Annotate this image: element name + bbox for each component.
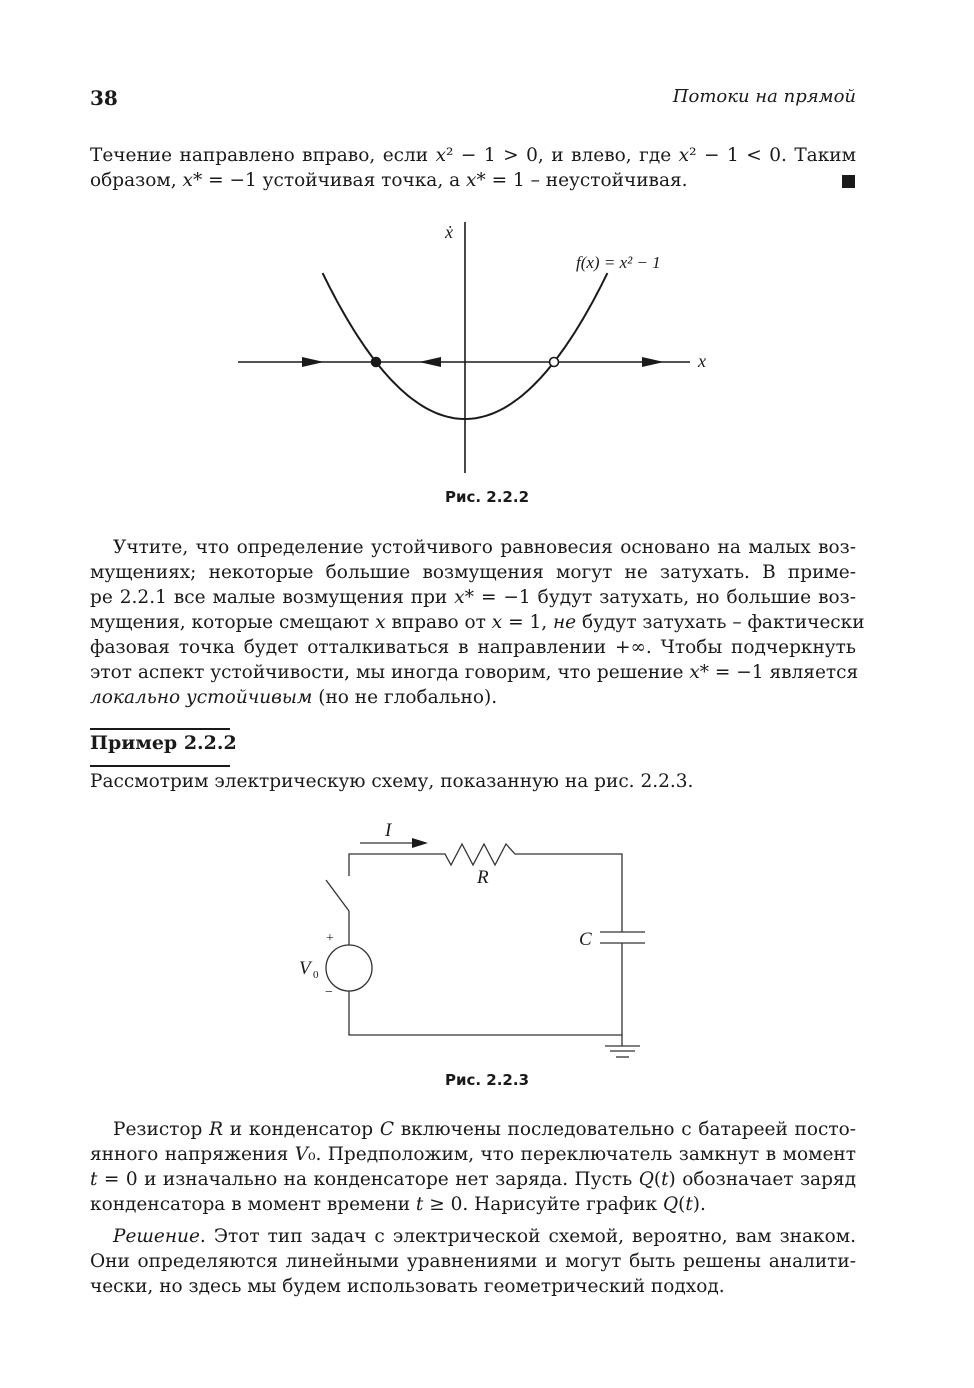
text-segment: x — [678, 145, 690, 166]
text-segment: Они определяются линейными уравнениями и могут быть решены аналити- — [90, 1251, 856, 1272]
text-line — [90, 610, 865, 635]
text-segment: = 1, — [502, 612, 553, 633]
y-axis-label: ẋ — [445, 222, 453, 242]
text-segment: янного напряжения — [90, 1144, 295, 1165]
current-arrow-icon — [412, 838, 428, 848]
example-title: Пример 2.2.2 — [90, 732, 237, 754]
source-subscript: 0 — [313, 969, 319, 981]
text-line — [113, 1224, 856, 1249]
resistor-label: R — [477, 867, 489, 888]
text-segment: . Этот тип задач с электрической схемой, вероятно, вам знаком. — [199, 1226, 856, 1247]
text-segment: Течение направлено вправо, если — [90, 145, 436, 166]
text-segment: ² − 1 < 0. Таким — [689, 145, 856, 166]
text-segment: этот аспект устойчивости, мы иногда говорим, что решение — [90, 662, 690, 683]
text-line — [90, 560, 856, 585]
text-segment: включены последовательно с батареей посто- — [394, 1119, 856, 1140]
text-segment: мущениях; некоторые большие возмущения могут не затухать. В приме- — [90, 562, 856, 583]
text-line — [90, 585, 856, 610]
text-segment: t — [90, 1169, 98, 1190]
example-rule-bottom — [90, 765, 230, 767]
text-segment: x — [454, 587, 465, 608]
page-number: 38 — [90, 86, 118, 110]
arrow-left-icon — [419, 357, 441, 367]
resistor — [349, 844, 622, 932]
text-segment: и конденсатор — [223, 1119, 380, 1140]
text-segment: ≥ 0. Нарисуйте график — [423, 1194, 663, 1215]
text-segment: C — [379, 1119, 395, 1140]
text-segment: x — [466, 170, 477, 191]
figure-1-caption: Рис. 2.2.2 — [444, 488, 530, 506]
text-segment: * = −1 будут затухать, но большие воз- — [464, 587, 856, 608]
current-label: I — [385, 820, 392, 841]
text-segment: Q — [662, 1194, 679, 1215]
text-segment: x — [182, 170, 193, 191]
text-segment: чески, но здесь мы будем использовать геометрический подход. — [90, 1276, 725, 1297]
plus-sign: + — [326, 931, 334, 946]
switch — [326, 880, 349, 911]
text-segment: будут затухать – фактически — [576, 612, 865, 633]
text-segment: = 0 и изначально на конденсаторе нет заряда. Пусть — [97, 1169, 639, 1190]
stable-fixed-point — [372, 358, 381, 367]
running-title: Потоки на прямой — [672, 86, 856, 107]
text-segment: ) обозначает заряд — [668, 1169, 856, 1190]
curve-label: f(x) = x² − 1 — [576, 253, 661, 272]
text-segment: фазовая точка будет отталкиваться в направлении +∞. Чтобы подчеркнуть — [90, 637, 856, 658]
text-segment: Решение — [113, 1226, 200, 1247]
text-segment: t — [415, 1194, 424, 1215]
text-segment: ( — [653, 1169, 662, 1190]
unstable-fixed-point — [550, 358, 559, 367]
text-line — [90, 1142, 856, 1167]
text-segment: мущения, которые смещают — [90, 612, 376, 633]
text-line — [90, 1167, 856, 1192]
figure-2-caption: Рис. 2.2.3 — [444, 1071, 530, 1089]
capacitor-label: C — [579, 929, 592, 950]
text-segment: ₀. Предположим, что переключатель замкнут в момент — [308, 1144, 856, 1165]
text-segment: конденсатора в момент времени — [90, 1194, 416, 1215]
source-label: V — [299, 958, 311, 979]
text-segment: t — [685, 1194, 693, 1215]
text-segment: x — [375, 612, 386, 633]
text-segment: Резистор — [113, 1119, 210, 1140]
text-segment: R — [209, 1119, 224, 1140]
arrow-right-icon — [302, 357, 324, 367]
text-segment: Рассмотрим электрическую схему, показанную на рис. 2.2.3. — [90, 771, 694, 792]
text-line — [90, 685, 856, 710]
text-segment: не — [553, 612, 577, 633]
ground-icon — [605, 1046, 640, 1057]
text-segment: x — [491, 612, 503, 633]
text-line — [113, 535, 856, 560]
text-line — [90, 1192, 856, 1217]
text-segment: * = 1 – неустойчивая. — [476, 170, 688, 191]
text-segment: ( — [678, 1194, 686, 1215]
text-line — [90, 1249, 856, 1274]
example-rule-top — [90, 728, 230, 730]
minus-sign: − — [325, 985, 333, 1000]
text-segment: Учтите, что определение устойчивого равновесия основано на малых воз- — [113, 537, 856, 558]
text-line — [90, 660, 859, 685]
text-segment: t — [661, 1169, 669, 1190]
arrow-right-icon — [642, 357, 664, 367]
text-segment: * = −1 является — [699, 662, 859, 683]
text-segment: (но не глобально). — [312, 687, 498, 708]
text-segment: ). — [692, 1194, 706, 1215]
text-segment: образом, — [90, 170, 183, 191]
text-segment: V — [294, 1144, 309, 1165]
text-segment: x — [435, 145, 447, 166]
text-line — [90, 635, 856, 660]
text-segment: вправо от — [385, 612, 492, 633]
text-segment: Q — [638, 1169, 654, 1190]
text-segment: ре 2.2.1 все малые возмущения при — [90, 587, 455, 608]
text-segment: ² − 1 > 0, и влево, где — [446, 145, 679, 166]
x-axis-label: x — [698, 351, 706, 371]
text-line — [113, 1117, 856, 1142]
text-segment: * = −1 устойчивая точка, а — [192, 170, 467, 191]
text-segment: локально устойчивым — [90, 687, 313, 708]
text-line — [90, 769, 856, 794]
text-line — [90, 1274, 856, 1299]
text-segment: x — [689, 662, 700, 683]
